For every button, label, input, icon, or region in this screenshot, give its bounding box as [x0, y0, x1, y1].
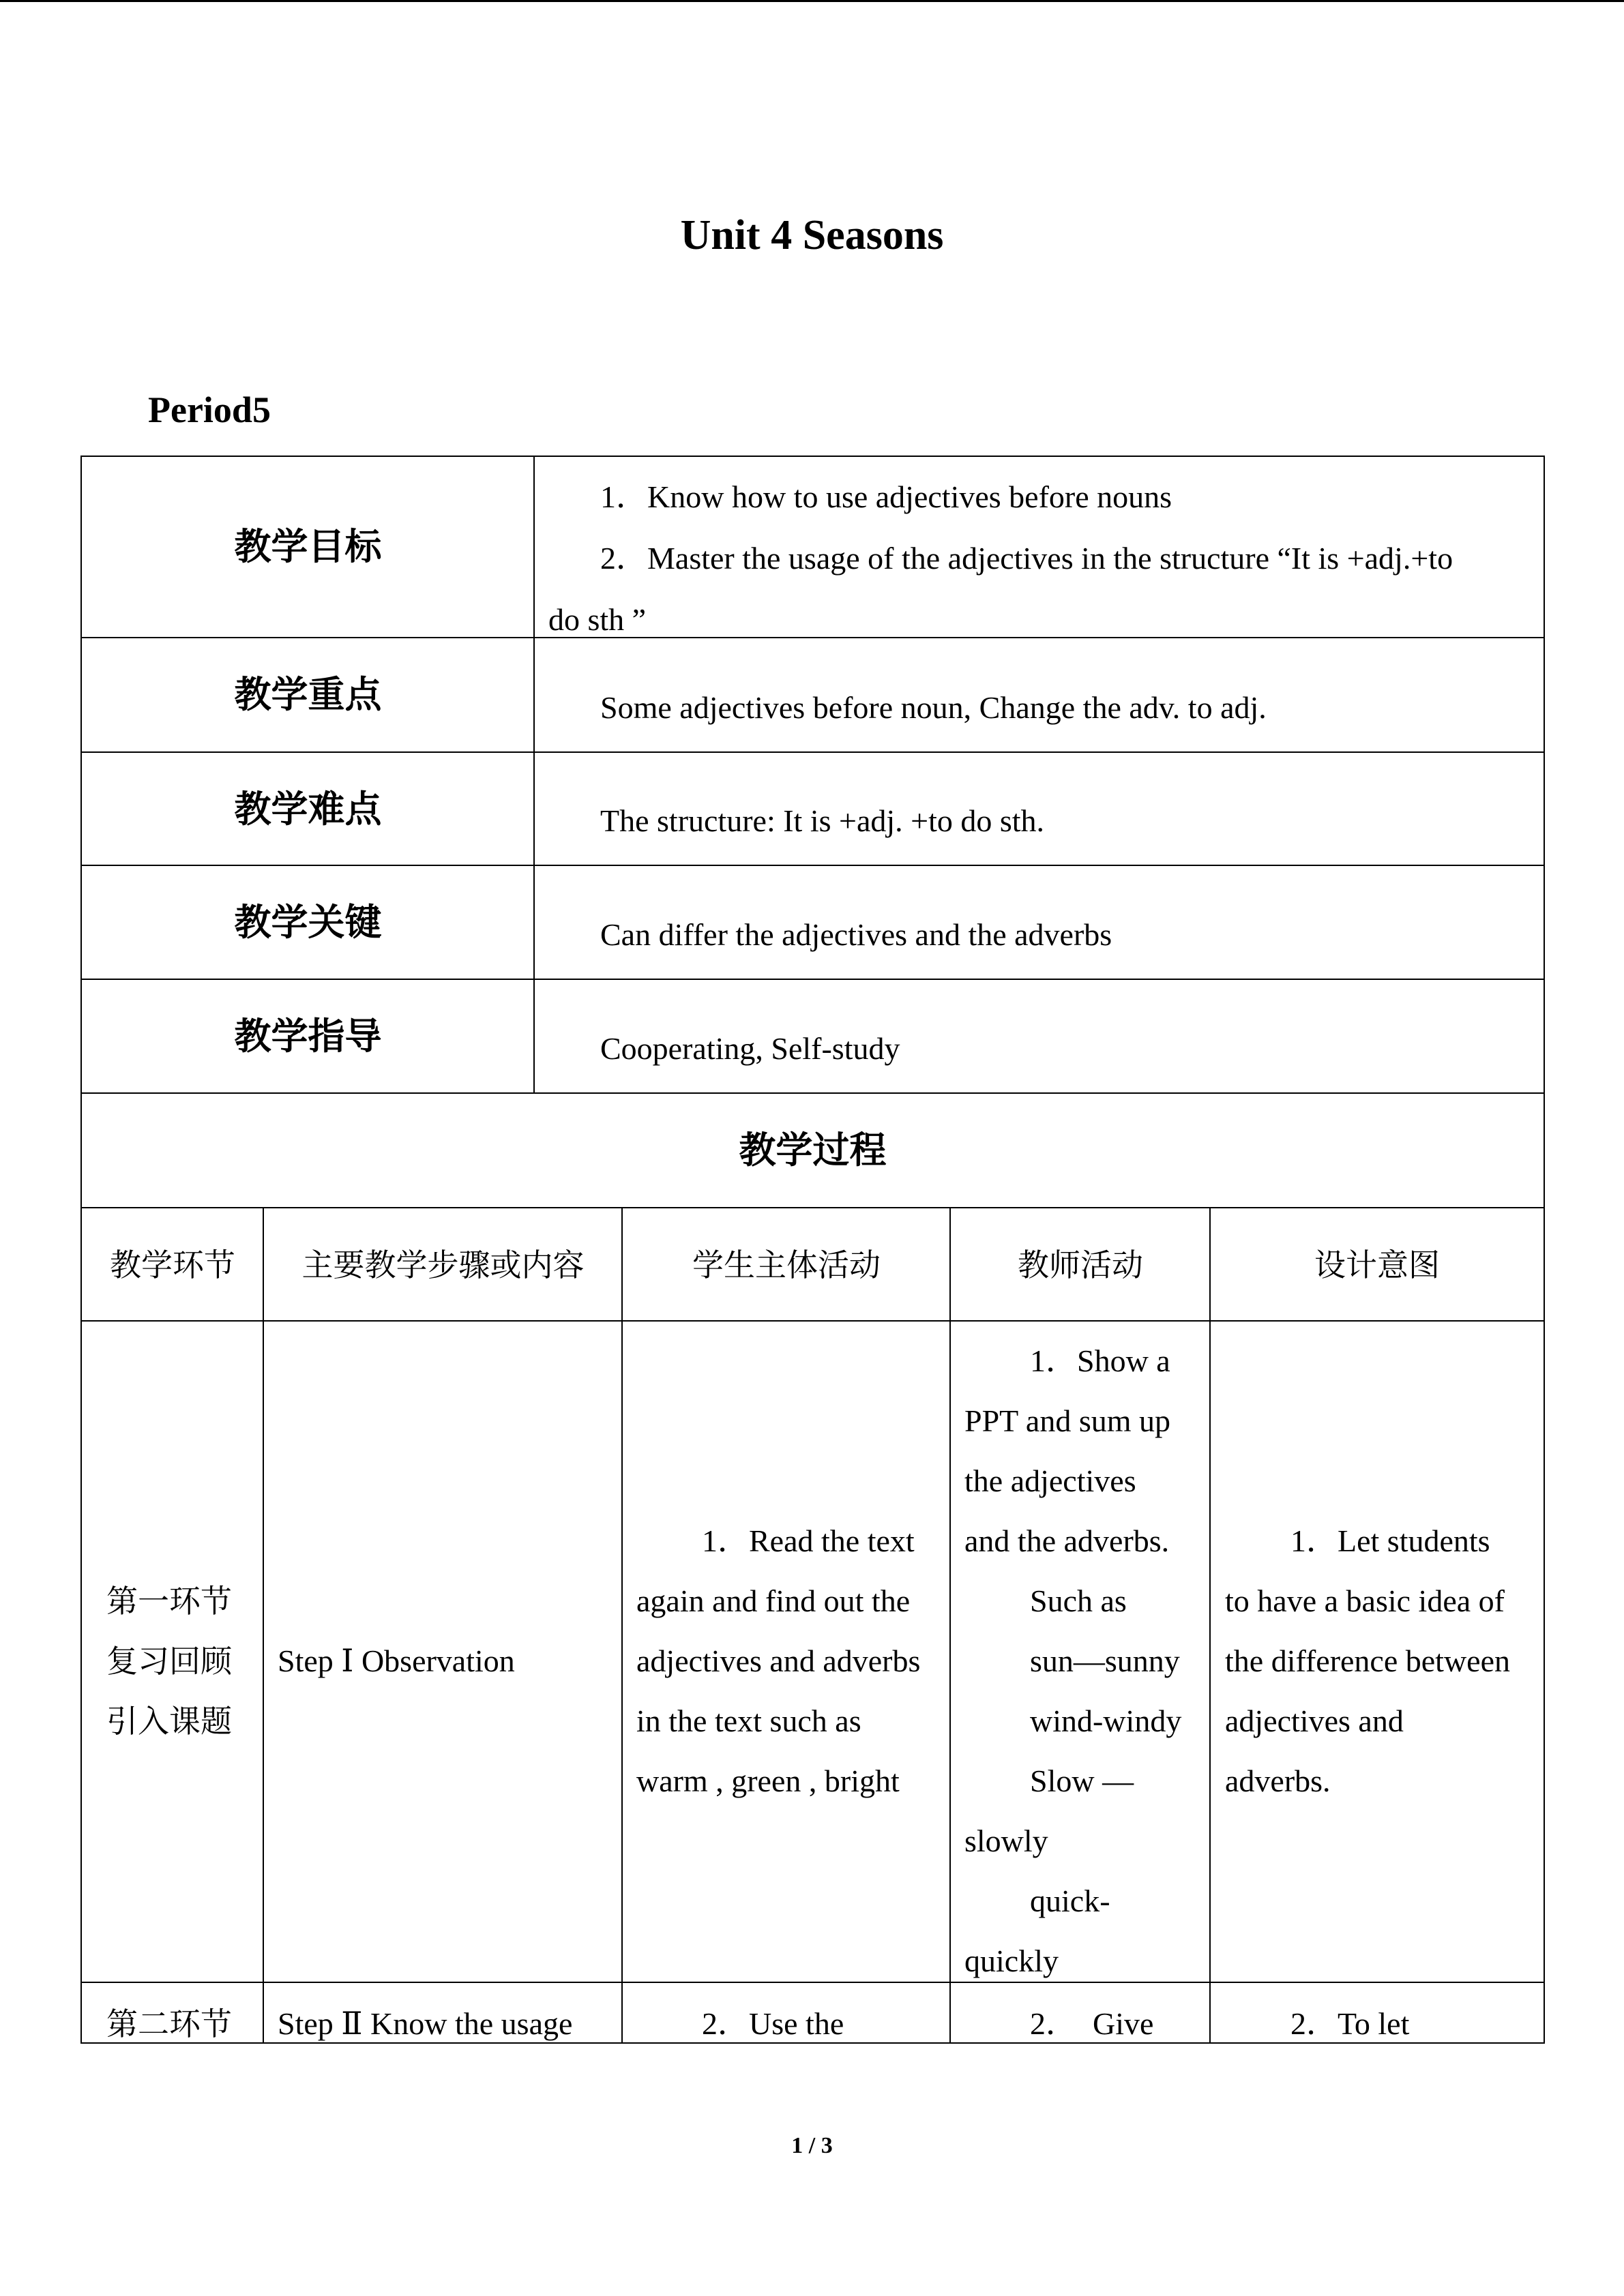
objectives-content	[535, 466, 1544, 651]
table-line	[80, 1092, 1545, 1094]
teacher-line: slowly	[964, 1823, 1048, 1858]
col-header-student: 学生主体活动	[692, 1247, 881, 1283]
intent-line: 1．Let students	[1290, 1523, 1490, 1558]
teacher-line: wind-windy	[1030, 1703, 1182, 1738]
stage-1-line: 引入课题	[106, 1703, 232, 1740]
objective-2: 2．Master the usage of the adjectives in the structure “It is +adj.+to	[600, 541, 1453, 576]
student-line: 1．Read the text	[702, 1523, 915, 1558]
table-line	[80, 1320, 1545, 1322]
student-line: again and find out the	[636, 1583, 911, 1618]
student-line: adjectives and adverbs	[636, 1643, 921, 1678]
key-focus-text: Can differ the adjectives and the adverbs	[600, 917, 1112, 952]
intent-line: adverbs.	[1225, 1763, 1331, 1798]
stage-2: 第二环节	[106, 2006, 232, 2042]
key-points-text: Some adjectives before noun, Change the adv. to adj.	[600, 690, 1267, 725]
student-line: in the text such as	[636, 1703, 861, 1738]
teacher-line: 1．Show a	[1030, 1343, 1170, 1378]
table-line	[949, 1207, 951, 2044]
design-intent-1	[1225, 1511, 1542, 1811]
label-key-points: 教学重点	[234, 673, 382, 716]
teacher-line: sun—sunny	[1030, 1643, 1180, 1678]
stage-1-line: 第一环节	[106, 1583, 232, 1620]
student-line: warm , green , bright	[636, 1763, 900, 1798]
table-line	[1209, 1207, 1211, 2044]
page-number: 1 / 3	[791, 2133, 833, 2158]
label-guidance: 教学指导	[234, 1015, 382, 1058]
table-line	[1544, 456, 1545, 2044]
difficult-points-text: The structure: It is +adj. +to do sth.	[600, 803, 1045, 838]
table-line	[263, 1207, 264, 2044]
table-line	[533, 456, 535, 1094]
label-teaching-objectives: 教学目标	[234, 525, 382, 568]
table-line	[80, 865, 1545, 866]
table-line	[80, 1207, 1545, 1208]
table-line	[80, 751, 1545, 753]
objective-1: 1．Know how to use adjectives before nouns	[600, 479, 1172, 514]
teacher-line: and the adverbs.	[964, 1523, 1170, 1558]
table-line	[80, 979, 1545, 980]
period-label: Period5	[148, 389, 271, 430]
teacher-line: quick-	[1030, 1883, 1110, 1918]
student-activity-2: 2．Use the	[702, 2006, 844, 2041]
col-header-teacher: 教师活动	[1018, 1247, 1143, 1283]
step-2: Step Ⅱ Know the usage	[278, 2006, 573, 2041]
col-header-stage: 教学环节	[110, 1247, 235, 1283]
design-intent-2: 2．To let	[1290, 2006, 1410, 2041]
step-1: Step Ⅰ Observation	[278, 1643, 515, 1678]
label-key-focus: 教学关键	[234, 901, 382, 944]
intent-line: to have a basic idea of	[1225, 1583, 1505, 1618]
teacher-activity-2: 2． Give	[1030, 2006, 1154, 2041]
col-header-steps: 主要教学步骤或内容	[301, 1247, 585, 1283]
intent-line: the difference between	[1225, 1643, 1511, 1678]
table-line	[621, 1207, 623, 2044]
teacher-line: Slow —	[1030, 1763, 1134, 1798]
teacher-line: quickly	[964, 1943, 1059, 1978]
guidance-text: Cooperating, Self-study	[600, 1031, 900, 1066]
table-line	[80, 1982, 1545, 1983]
label-difficult-points: 教学难点	[234, 788, 382, 831]
student-activity-1	[636, 1511, 950, 1811]
table-line	[80, 637, 1545, 638]
document-title: Unit 4 Seasons	[680, 212, 944, 258]
table-line	[80, 456, 1545, 457]
page-top-border	[0, 0, 1624, 2]
intent-line: adjectives and	[1225, 1703, 1404, 1738]
col-header-intent: 设计意图	[1314, 1247, 1440, 1283]
stage-1	[106, 1571, 263, 1751]
table-line	[80, 2042, 1545, 2044]
stage-1-line: 复习回顾	[106, 1643, 232, 1680]
teacher-activity-1	[964, 1331, 1211, 1991]
teacher-line: PPT and sum up	[964, 1403, 1171, 1438]
teacher-line: the adjectives	[964, 1463, 1136, 1498]
objective-2-continued: do sth ”	[548, 602, 647, 637]
process-heading: 教学过程	[739, 1129, 887, 1172]
teacher-line: Such as	[1030, 1583, 1127, 1618]
table-line	[80, 456, 82, 2044]
